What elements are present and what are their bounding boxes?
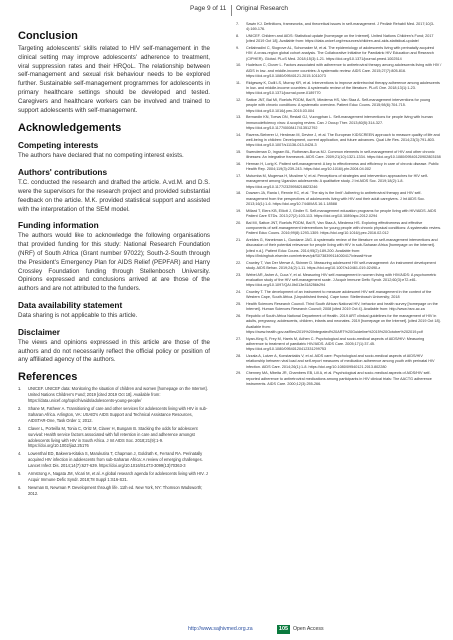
reference-item: 26. Republic of South Africa National Department of Health. 2019 ART clinical guidelines for the management of HIV in adults, pregnancy, adolescents, children, infants and neonates. 2019 [homepage on the Internet]. [cited 2019 Oct 18]. Available from: https://www.health.gov.za/files/2019%20Integrated%20ART%20Guideline%2015%20October%202019.pdf bbox=[236, 314, 441, 334]
reference-item: 20. Bal MI, Sattoe JNT, Roelofs PDDM, Bal R, Van Staa A, Miedema HS. Exploring effectiveness and effective components of self-management interventions for young people with chronic physical conditions: A systematic review. Patient Educ Couns. 2016;99(8):1293-1309. https://doi.org/10.1016/j.pec.2016.02.012 bbox=[236, 220, 441, 236]
reference-item: 24. Crowley T. The development of an instrument to measure adolescent HIV self-management in the context of the Western Cape, South Africa. [Unpublished thesis]. Cape town: Stellenbosch University; 2018 bbox=[236, 290, 432, 300]
reference-item: 19. Millard T, Eiers KB, Elliott J, Girdler S. Self-management education programs for people living with HIV/AIDS. AIDS Patient Care STDs. 2013;27(2):103-113. https://doi.org/10.1089/apc.2012.0294 bbox=[236, 208, 437, 218]
reference-item: 4. Lowenthal ED, Bakeera-Kitaka S, Marukutira T, Chapman J, Goldrath K, Ferrand RA. Perinatally acquired HIV infection in adolescents from sub-Saharan Africa: A review of emerging challenges. Lancet Infect Dis. 2014;14(7):627-639. https://doi.org/10.1016/S1473-3099(13)70363-3 bbox=[18, 451, 203, 469]
funding-text: The authors would like to acknowledge the following organisations that provided funding for this study: National Research Foundation (NRF) of South Africa (Grant number 97022); South-2-South through the President's Emergency Plan for AIDS Relief (PEPFAR) and Harry Crossley Foundation funding through Stellenbosch University. Opinions expressed and conclusions arrived at are those of the authors and are not attributed to the funders. bbox=[18, 232, 210, 293]
reference-item: 27. Nyan-King S, Frey M, Harris M, Adhen C. Psychological and socio-medical aspects of AIDS/HIV: Measuring adherence to treatment of paediatric HIV/AIDS. AIDS Care. 2005;17(1):37-45. https://doi.org/10.1080/09540120412331299753 bbox=[236, 336, 425, 352]
conclusion-heading: Conclusion bbox=[18, 30, 78, 42]
footer-page-number: 105 bbox=[278, 626, 289, 632]
reference-item: 8. UNICEF. Children and AIDS: Statistical update [homepage on the Internet]. United Nations Children's Fund; 2017 [cited 2019 Oct 18]. Available from: https://data.unicef.org/resources/children-and-aids-statistical-update/ bbox=[236, 34, 434, 44]
reference-item: 12. Sattoe JNT, Bal MI, Roelofs PDDM, Bal R, Miedema HS, Van Staa A. Self-management interventions for young people with chronic conditions: A systematic overview. Patient Educ Couns. 2015;98(6):704-715. https://doi.org/10.1016/j.pec.2015.03.004 bbox=[236, 98, 431, 113]
funding-heading: Funding information bbox=[18, 220, 99, 231]
page-number: Page 9 of 11 bbox=[190, 5, 227, 12]
reference-item: 2. Shane M, Fatheer A. Transitioning of care and other services for adolescents living with HIV in sub-Saharan Africa. Arlington, VA: USAID's AIDS Support and Technical Assistance Resources, AIDSTAR-One, Task Order 1; 2012. bbox=[18, 405, 208, 423]
references-heading: References bbox=[18, 371, 78, 384]
competing-interests-text: The authors have declared that no competing interest exists. bbox=[18, 152, 184, 160]
references-list-left bbox=[18, 386, 210, 497]
header-divider bbox=[231, 5, 232, 16]
reference-item: 16. Herman H, Lorig K. Patient self-management: A key to effectiveness and efficiency in care of chronic disease. Public Health Rep. 2004;119(3):239-243. https://doi.org/10.1016/j.phr.2004.04.002 bbox=[236, 162, 439, 172]
reference-item: 5. Armstrong A, Nagata JM, Vicari M, et al. A global research agenda for adolescents living with HIV. J Acquir Immune Defic Syndr. 2018;78 Suppl 1:S16-S21. bbox=[18, 471, 208, 483]
open-access-label: Open Access bbox=[293, 626, 324, 632]
left-column bbox=[18, 30, 210, 615]
reference-item: 29. Chenney MA, Mbeita JR, Chambers EB, Lill A, et al. Psychological and socio-medical aspects of AIDS/HIV self-reported adherence to antiretroviral medications among participants in HIV clinical trials: The AACTG adherence instruments. AIDS Care. 2000;12(3):255-266. bbox=[236, 371, 432, 386]
reference-item: 28. Uzzala A, Lutzer A, Konstantakis V, et al. AIDS care: Psychological and socio-medical aspects of AIDS/HIV relationship between viral load and self-report measures of medication adherence among youth with perinatal HIV infection. AIDS Care. 2014;26(1):1-8. https://doi.org/10.1080/09540121.2013.802280 bbox=[236, 354, 435, 369]
journal-url-link[interactable]: http://www.sajhivmed.org.za bbox=[188, 626, 253, 632]
reference-item: 3. Claver L, Porteilla M, Tonia C, Oritz M, Claver H, Bungam B. Stacking the odds for adolescent survival: Health service factors associated with full retention in care and adherence amongst adolescents living with HIV in South Africa. J Int AIDS Soc. 2018;21(9):1-9. https://doi.org/10.1002/jia2.25176 bbox=[18, 425, 198, 449]
authors-contributions-heading: Authors' contributions bbox=[18, 167, 108, 178]
right-column bbox=[236, 22, 442, 622]
reference-item: 10. Hudelson C, Cluver L. Factors associated with adherence to antiretroviral therapy among adolescents living with HIV / AIDS in low- and middle-income countries: A systematic review. AIDS Care. 2015;27(7):805-816. https://doi.org/10.1080/09540121.2015.1011073 bbox=[236, 63, 442, 78]
reference-item: 23. Webel AR, Asher A, Cuca Y, et al. Measuring HIV self-management in women living with HIV/AIDS: A psychometric evaluation study of the HIV self-management scale. J Acquir Immune Defic Syndr. 2012;60(3):e72-e81. https://doi.org/10.1097/QAI.0b013e318256b294 bbox=[236, 272, 437, 288]
reference-item: 14. Ravens-Sieberer U, Herdman M, Devine J, et al. The European KIDSCREEN approach to measure quality of life and well-being in children: Development, current application, and future advances. Qual Life Res. 2014;23(3):791-803. https://doi.org/10.1007/s11136-013-0428-3 bbox=[236, 132, 440, 148]
authors-contributions-text: T.C. conducted the research and drafted the article. A.vd.M. and D.S. were the supervisors for the research project and provided substantial feedback on the article. M.K. provided statistical support and assisted with the interpretation of the SEM model. bbox=[18, 179, 210, 213]
reference-item: 15. Swendeman D, Ingram BL, Rotheram-Borus MJ. Common elements in self-management of HIV and other chronic illnesses: An integrative framework. AIDS Care. 2009;21(10):1321-1334. https://doi.org/10.1080/09540120902803158 bbox=[236, 150, 441, 160]
competing-interests-heading: Competing interests bbox=[18, 140, 99, 151]
reference-item: 21. Areldes G, Hanekman L, Gundane JAG. A systematic review of the literature on self-management interventions and discussion of their potential relevance for people living with HIV in sub-Saharan Africa [homepage on the Internet]. [cited n.d.]. Patient Educ Couns. 2014;95(2):189-200. Available from: https://linkinghub.elsevier.com/retrieve/pii/S0738399114000417/viewall+true bbox=[236, 238, 438, 258]
page-footer bbox=[0, 626, 453, 638]
reference-item: 1. UNICEF. UNICEF data: Monitoring the situation of children and women [homepage on the Internet]. United Nations Children's Fund; 2019 [cited 2019 Oct 18]. Available from: https://data.unicef.org/topic/hivaids/adolescents-young-people/ bbox=[18, 386, 208, 403]
reference-item: 17. Mutumba M, Mugerwa H, Musiime V, et al. Perceptions of strategies and intervention approaches for HIV self-management among Ugandan adolescents: A qualitative study. J Int AIDS Soc. 2019;18(2):1-8. https://doi.org/10.1177/2325958218823246 bbox=[236, 174, 429, 189]
references-list-right bbox=[236, 22, 442, 387]
reference-item: 22. Crowley T, Van Der Merwe A, Skinner D. Measuring adolescent HIV self-management: An instrument development study. AIDS Behav. 2019;24(2):1-11. https://doi.org/10.1007/s10461-019-02490-z bbox=[236, 260, 436, 270]
data-availability-heading: Data availability statement bbox=[18, 299, 123, 310]
article-type: Original Research bbox=[236, 5, 289, 12]
reference-item: 11. Ridgeway K, Dulli LS, Murray KR, et al. Interventions to improve antiretroviral therapy adherence among adolescents in low- and middle-income countries: A systematic review of the literature. PLoS One. 2018;13(1):1-23. https://doi.org/10.1371/journal.pone.0189770 bbox=[236, 80, 440, 96]
reference-item: 13. Bernardin KN, Toews DN, Restall GJ, Vuongphan L. Self-management interventions for people living with human immunodeficiency virus: A scoping review. Can J Occup Ther. 2013;80(5):314-327. https://doi.org/10.1177/0008417413512792 bbox=[236, 115, 433, 130]
reference-item: 7. Sawin KJ. Definitions, frameworks, and theoretical issues in self-management. J Pediatr Rehabil Med. 2017;10(3-4):169-176. bbox=[236, 22, 435, 32]
acknowledgements-heading: Acknowledgements bbox=[18, 122, 122, 135]
reference-item: 25. Health Sciences Research Council. Third South African National HIV, behavior and health survey [homepage on the Internet]. Human Sciences Research Council; 2008 [cited 2019 Oct 4]. Available from: http://www.hsrc.ac.za bbox=[236, 302, 438, 312]
reference-item: 9. Cellabradini C, Slogrove AL, Schomaker M, et al. The epidemiology of adolescents living with perinatally acquired HIV: A cross-region global cohort analysis. The Collaborative Initiative for Paediatric HIV Education and Research (CIPHER). Global. PLoS Med. 2018;15(3):1-21. https://doi.org/10.1371/journal.pmed.1002514 bbox=[236, 46, 434, 61]
reference-item: 6. Newman B, Newman P. Development through life. 11th ed. New York, NY: Thomson Wadsworth; 2012. bbox=[18, 484, 203, 496]
reference-item: 18. Dowsen JA, Rania I, Rennie KC, et al. 'The sky is the limit': Adhering to antiretroviral therapy and HIV self-management from the perspectives of adolescents living with HIV and their adult caregivers. J Int AIDS Soc. 2013;16(1):1-6. https://doi.org/10.7448/IAS.16.1.18588 bbox=[236, 191, 426, 206]
disclaimer-heading: Disclaimer bbox=[18, 326, 60, 337]
disclaimer-text: The views and opinions expressed in this article are those of the authors and do not necessarily reflect the official policy or position of any affiliated agency of the authors. bbox=[18, 338, 210, 364]
data-availability-text: Data sharing is not applicable to this article. bbox=[18, 311, 138, 319]
conclusion-text: Targeting adolescents' skills related to HIV self-management in the clinical setting may improve adolescents' adherence to treatment, viral suppression rates and their HRQoL. The relationship between self-management and sexual risk behaviour needs to be explored further. Sustainable self-management programmes for adolescents in primary healthcare settings should be developed and tested. Caregivers and healthcare workers can be involved and trained to support adolescents with self-management. bbox=[18, 45, 210, 114]
page-header bbox=[0, 5, 453, 19]
